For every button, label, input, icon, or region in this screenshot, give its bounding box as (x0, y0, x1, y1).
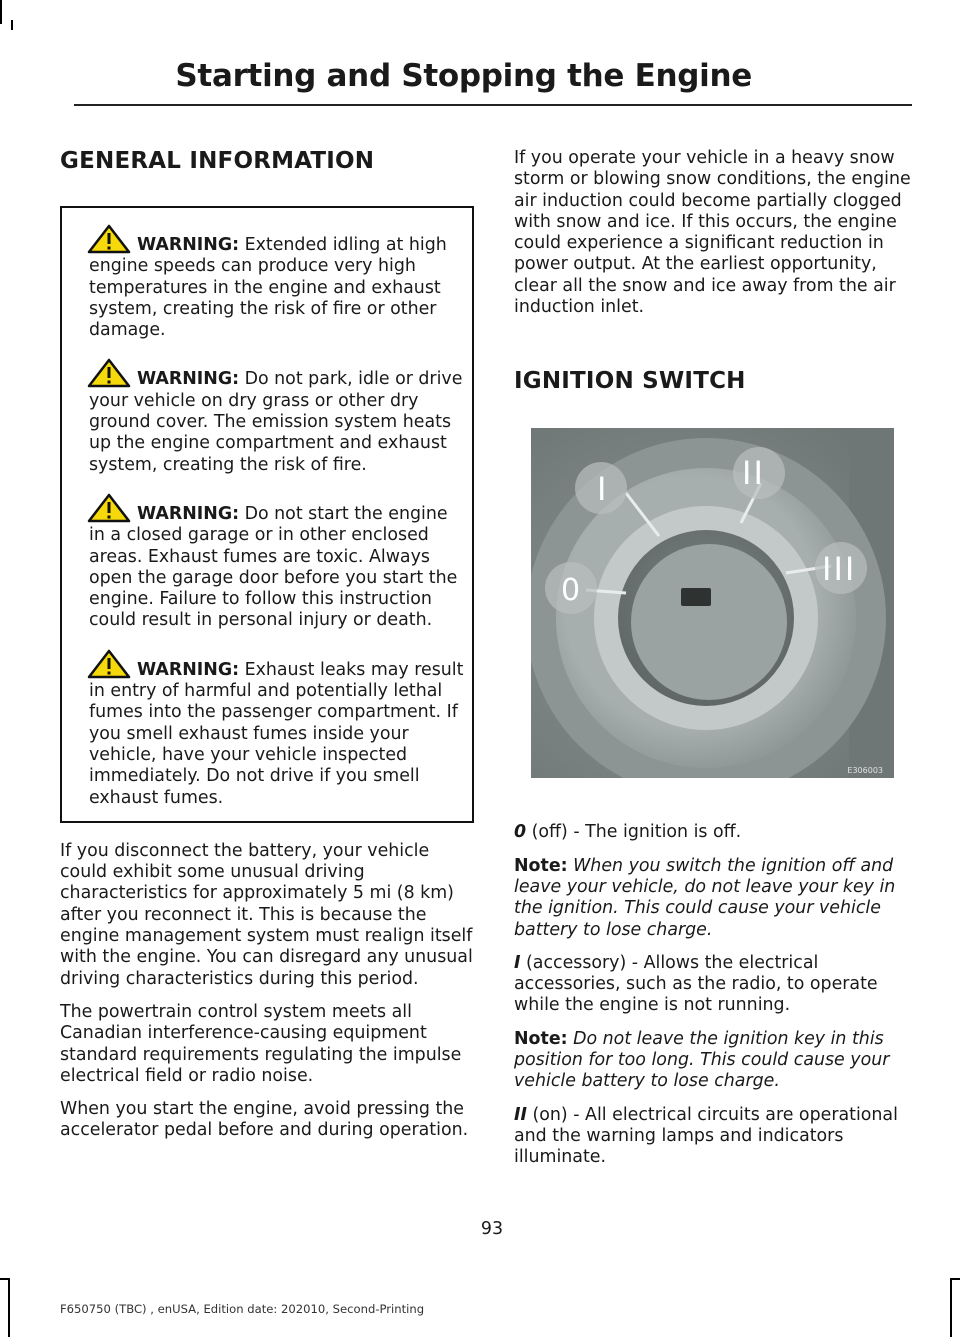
crop-mark (0, 0, 2, 24)
warning-item (89, 649, 464, 809)
warning-item (89, 493, 464, 632)
note-text: Do not leave the ignition key in this position for too long. This could cause your vehicle battery to lose charge. (514, 1028, 890, 1092)
position-text: (off) - The ignition is off. (526, 822, 742, 843)
warning-label: WARNING: (137, 659, 240, 680)
warning-label: WARNING: (137, 503, 240, 524)
ignition-switch-figure (531, 428, 894, 778)
position-code: II (514, 1104, 527, 1125)
footer-edition: F650750 (TBC) , enUSA, Edition date: 202010, Second-Printing (60, 1302, 425, 1316)
warning-text: Exhaust leaks may result in entry of harmful and potentially lethal fumes into the passenger compartment. If you smell exhaust fumes inside your vehicle, have your vehicle inspected immediately. Do not drive if you smell exhaust fumes. (89, 659, 464, 808)
warning-triangle-icon (87, 224, 131, 254)
warning-item (89, 358, 464, 475)
crop-mark (11, 20, 13, 30)
crop-mark (0, 1278, 10, 1280)
ignition-switch-illustration (531, 428, 894, 778)
position-code: I (514, 952, 521, 973)
warning-text: Do not start the engine in a closed garage or in other enclosed areas. Exhaust fumes are toxic. Always open the garage door before you start the engine. Failure to follow this instruction could result in personal injury or death. (89, 503, 458, 631)
body-paragraph: If you disconnect the battery, your vehicle could exhibit some unusual driving characteristics for approximately 5 mi (8 km) after you reconnect it. This is because the engine management system must realign itself with the engine. You can disregard any unusual driving characteristics during this period. (60, 840, 473, 989)
warning-label: WARNING: (137, 235, 240, 255)
warning-box (60, 206, 474, 823)
left-column (60, 148, 474, 1154)
page-header-title: Starting and Stopping the Engine (175, 58, 752, 94)
section-heading-general: GENERAL INFORMATION (60, 148, 375, 174)
position-code: 0 (514, 822, 527, 843)
warning-triangle-icon (87, 649, 131, 679)
warning-triangle-icon (87, 493, 131, 523)
position-text: (on) - All electrical circuits are operational and the warning lamps and indicators illuminate. (514, 1104, 898, 1168)
crop-mark (8, 1278, 10, 1337)
crop-mark (950, 1278, 952, 1337)
position-description (514, 822, 912, 843)
switch-key-cylinder (631, 544, 787, 700)
note (514, 856, 912, 941)
warning-triangle-icon (87, 358, 131, 388)
position-label-III: III (822, 550, 857, 589)
position-label-0: 0 (561, 573, 581, 609)
position-label-I: I (597, 470, 607, 509)
section-heading-ignition: IGNITION SWITCH (514, 368, 746, 395)
note-text: When you switch the ignition off and leave your vehicle, do not leave your key in the ignition. This could cause your vehicle battery to lose charge. (514, 855, 896, 940)
position-description (514, 1105, 912, 1169)
figure-code: E306003 (847, 766, 883, 776)
warning-text: Extended idling at high engine speeds can produce very high temperatures in the engine and exhaust system, creating the risk of fire or other damage. (89, 235, 447, 341)
position-description (514, 953, 912, 1017)
warning-item (89, 224, 464, 341)
note-label: Note: (514, 855, 568, 876)
note (514, 1029, 912, 1093)
warning-label: WARNING: (137, 369, 240, 390)
body-paragraph: The powertrain control system meets all Canadian interference-causing equipment standard requirements regulating the impulse electrical field or radio noise. (60, 1001, 462, 1086)
position-label-II: II (742, 454, 765, 493)
key-slot (681, 588, 711, 606)
note-label: Note: (514, 1028, 568, 1049)
right-column (514, 148, 912, 1181)
warning-text: Do not park, idle or drive your vehicle on dry grass or other dry ground cover. The emission system heats up the engine compartment and exhaust system, creating the risk of fire. (89, 369, 463, 475)
body-paragraph: When you start the engine, avoid pressing the accelerator pedal before and during operation. (60, 1099, 469, 1141)
body-paragraph: If you operate your vehicle in a heavy snow storm or blowing snow conditions, the engine air induction could become partially clogged with snow and ice. If this occurs, the engine could experience a significant reduction in power output. At the earliest opportunity, clear all the snow and ice away from the air induction inlet. (514, 148, 911, 318)
crop-mark (950, 1278, 960, 1280)
header-rule (74, 104, 912, 106)
position-text: (accessory) - Allows the electrical accessories, such as the radio, to operate while the engine is not running. (514, 952, 878, 1016)
page-number: 93 (480, 1219, 504, 1239)
